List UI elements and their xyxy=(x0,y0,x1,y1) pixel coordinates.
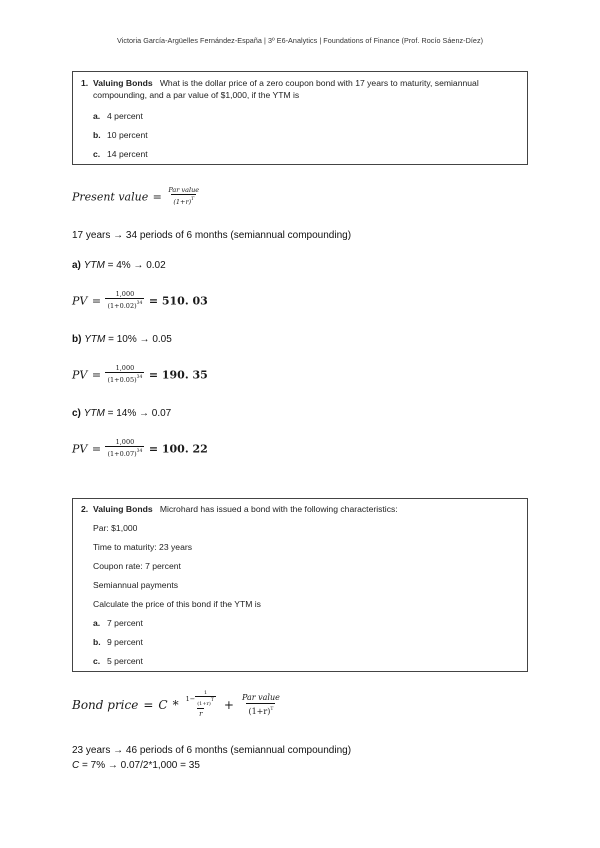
case-b-equation xyxy=(72,364,208,385)
option-text: 4 percent xyxy=(107,111,143,121)
coupon-symbol: C xyxy=(158,698,168,712)
case-a-ytm xyxy=(72,260,166,271)
equals-sign: = xyxy=(143,698,154,712)
page-header: Victoria García-Argüelles Fernández-España | 3º E6-Analytics | Foundations of Finance (Prof. Rocío Sáenz-Díez) xyxy=(116,36,484,45)
option-text: 10 percent xyxy=(107,130,148,140)
pv-lhs: PV xyxy=(72,294,88,308)
case-label: c) xyxy=(72,408,81,419)
bond-price-formula xyxy=(72,690,282,720)
question-number: 1. xyxy=(81,78,89,88)
annuity-denominator: r xyxy=(199,710,203,718)
ytm-value: = 4% → 0.02 xyxy=(107,260,166,271)
denominator-base: (1+0.02) xyxy=(107,302,137,310)
denominator-base: (1+r) xyxy=(248,707,271,716)
question-2-prompt: Calculate the price of this bond if the YTM is xyxy=(93,599,261,609)
option-c xyxy=(93,656,143,666)
option-text: 9 percent xyxy=(107,637,143,647)
option-letter: c. xyxy=(93,149,101,159)
exponent: 34 xyxy=(136,375,143,380)
case-c-ytm xyxy=(72,408,171,419)
fraction-numerator: 1,000 xyxy=(115,364,135,372)
plus-sign: + xyxy=(223,698,234,712)
question-2-box xyxy=(72,498,528,672)
pv-lhs: Present value xyxy=(72,190,149,204)
bond-coupon: Coupon rate: 7 percent xyxy=(93,561,181,571)
option-letter: b. xyxy=(93,637,101,647)
bond-payments: Semiannual payments xyxy=(93,580,179,590)
option-text: 5 percent xyxy=(107,656,143,666)
denominator-base: (1+r) xyxy=(173,198,192,206)
option-text: 14 percent xyxy=(107,149,148,159)
question-text: Microhard has issued a bond with the following characteristics: xyxy=(159,504,398,514)
question-number: 2. xyxy=(81,504,89,514)
denominator-base: (1+0.05) xyxy=(107,376,137,384)
exponent: 34 xyxy=(136,449,143,454)
case-label: a) xyxy=(72,260,81,271)
denominator-base: (1+0.07) xyxy=(107,450,137,458)
periods-note-2: 23 years → 46 periods of 6 months (semiannual compounding) xyxy=(72,745,352,756)
case-result: = 100. 22 xyxy=(148,442,208,456)
fraction-denominator xyxy=(105,446,144,459)
pv-fraction xyxy=(166,186,201,207)
ytm-value: = 14% → 0.07 xyxy=(107,408,172,419)
case-result: = 190. 35 xyxy=(148,368,208,382)
coupon-value: = 7% → 0.07/2*1,000 = 35 xyxy=(82,760,200,771)
inner-denominator xyxy=(195,696,216,708)
denominator-base: (1+r) xyxy=(197,701,211,707)
case-a-equation xyxy=(72,290,208,311)
equals-sign: = xyxy=(152,190,162,204)
pv-lhs: PV xyxy=(72,368,88,382)
option-b xyxy=(93,130,148,140)
case-fraction xyxy=(105,290,144,311)
coupon-var: C xyxy=(72,760,80,771)
bond-price-lhs: Bond price xyxy=(72,698,139,712)
case-b-ytm xyxy=(72,334,172,345)
par-fraction xyxy=(240,692,282,718)
ytm-var: YTM xyxy=(83,408,105,419)
case-c-equation xyxy=(72,438,208,459)
fraction-denominator xyxy=(105,372,144,385)
bond-par: Par: $1,000 xyxy=(93,523,138,533)
option-letter: a. xyxy=(93,618,101,628)
option-letter: b. xyxy=(93,130,101,140)
annuity-numerator xyxy=(184,690,218,708)
case-result: = 510. 03 xyxy=(148,294,208,308)
option-text: 7 percent xyxy=(107,618,143,628)
fraction-denominator xyxy=(105,298,144,311)
case-fraction xyxy=(105,364,144,385)
option-letter: a. xyxy=(93,111,101,121)
coupon-calculation xyxy=(72,760,200,771)
question-1-box xyxy=(72,71,528,165)
exponent: T xyxy=(191,197,195,202)
option-c xyxy=(93,149,148,159)
question-1-text-line1 xyxy=(81,78,519,89)
ytm-var: YTM xyxy=(84,334,106,345)
question-title: Valuing Bonds xyxy=(92,78,153,88)
option-letter: c. xyxy=(93,656,101,666)
one-minus: 1− xyxy=(185,695,196,703)
annuity-fraction xyxy=(184,690,218,720)
fraction-numerator: 1,000 xyxy=(115,290,135,298)
periods-note-1: 17 years → 34 periods of 6 months (semiannual compounding) xyxy=(72,230,352,241)
case-label: b) xyxy=(72,334,82,345)
inner-fraction xyxy=(195,690,216,708)
fraction-numerator: Par value xyxy=(168,186,200,194)
question-text: What is the dollar price of a zero coupon bond with 17 years to maturity, semiannual xyxy=(159,78,479,88)
option-a xyxy=(93,618,143,628)
bond-maturity: Time to maturity: 23 years xyxy=(93,542,193,552)
question-1-text-line2: compounding, and a par value of $1,000, if the YTM is xyxy=(93,90,300,100)
exponent: 34 xyxy=(136,301,143,306)
fraction-numerator: Par value xyxy=(241,693,280,702)
inner-numerator: 1 xyxy=(203,690,208,696)
pv-formula xyxy=(72,186,201,207)
option-b xyxy=(93,637,143,647)
option-a xyxy=(93,111,143,121)
fraction-denominator xyxy=(246,703,275,718)
exponent: T xyxy=(270,707,274,712)
ytm-var: YTM xyxy=(83,260,105,271)
fraction-denominator xyxy=(171,194,196,207)
case-fraction xyxy=(105,438,144,459)
exponent: T xyxy=(210,698,214,703)
ytm-value: = 10% → 0.05 xyxy=(108,334,172,345)
pv-lhs: PV xyxy=(72,442,88,456)
fraction-numerator: 1,000 xyxy=(115,438,135,446)
question-2-text-line1 xyxy=(81,504,519,515)
equals-sign: = xyxy=(91,442,102,456)
equals-sign: = xyxy=(91,368,102,382)
question-title: Valuing Bonds xyxy=(92,504,153,514)
times-sign: * xyxy=(172,698,179,712)
equals-sign: = xyxy=(91,294,102,308)
